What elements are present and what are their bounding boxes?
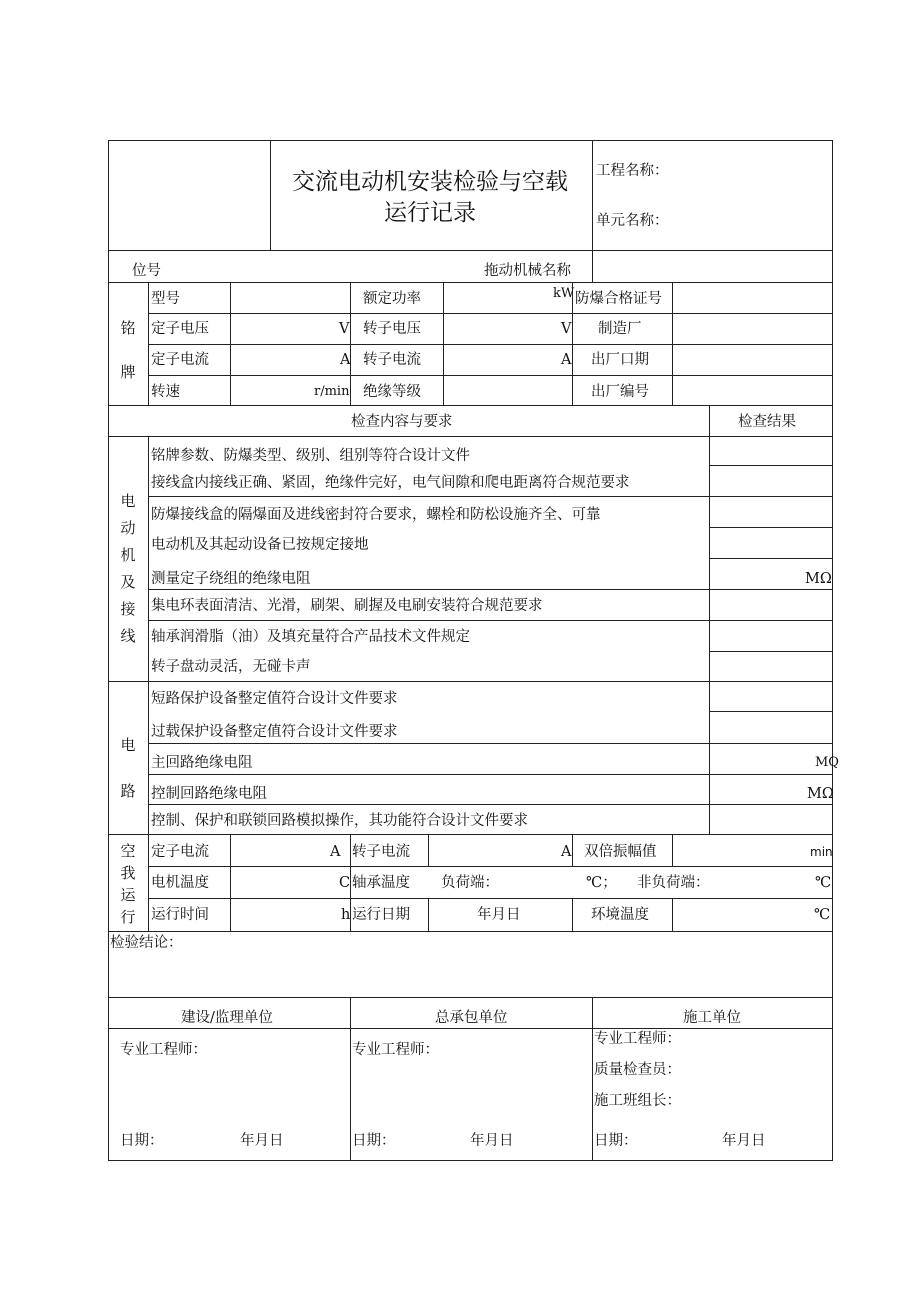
run-stator-current-label: 定子电流 — [151, 844, 209, 860]
border-left — [108, 140, 109, 1161]
border-top — [108, 140, 833, 141]
rotor-voltage-unit: V — [561, 321, 572, 337]
rotor-voltage-label: 转子电压 — [363, 321, 421, 337]
run-date-label: 运行日期 — [352, 907, 410, 923]
divider — [428, 898, 429, 932]
motor-item: 防爆接线盒的隔爆面及进线密封符合要求，螺栓和防松设施齐全、可靠 — [151, 507, 601, 523]
rated-power-unit: kW — [553, 286, 575, 301]
circuit-item: 过载保护设备整定值符合设计文件要求 — [151, 724, 398, 740]
divider — [572, 898, 573, 932]
divider — [709, 651, 833, 652]
load-end-label: 负荷端： — [441, 875, 499, 891]
check-content-header: 检查内容与要求 — [351, 414, 453, 430]
border-bottom — [108, 1160, 833, 1161]
divider — [672, 834, 673, 866]
run-date-value: 年月日 — [477, 907, 521, 923]
divider — [709, 527, 833, 528]
circuit-item: 短路保护设备整定值符合设计文件要求 — [151, 691, 398, 707]
bearing-temp-label: 轴承温度 — [352, 875, 410, 891]
ambient-temp-unit: ℃ — [814, 907, 831, 923]
driven-machine-label: 拖动机械名称 — [484, 263, 571, 279]
project-name-label: 工程名称： — [596, 163, 669, 179]
divider — [108, 282, 833, 283]
circuit-item: 控制、保护和联锁回路模拟操作，其功能符合设计文件要求 — [151, 813, 528, 829]
motor-item: 铭牌参数、防爆类型、级别、组别等符合设计文件 — [151, 448, 470, 464]
nonload-end-unit: ℃ — [815, 875, 832, 891]
quality-inspector-label: 质量检查员： — [594, 1062, 681, 1078]
insulation-resistance-unit: MΩ — [805, 571, 832, 587]
col2-date-label: 日期： — [352, 1133, 396, 1149]
noload-section-label: 空我运行 — [120, 842, 136, 926]
divider — [108, 834, 833, 835]
col1-date-value: 年月日 — [240, 1133, 284, 1149]
rotor-current-unit: A — [561, 352, 572, 368]
divider — [709, 711, 833, 712]
ambient-temp-label: 环境温度 — [591, 907, 649, 923]
run-time-label: 运行时间 — [151, 907, 209, 923]
divider — [592, 140, 593, 283]
manufacture-date-label: 出厂口期 — [591, 352, 649, 368]
divider — [428, 834, 429, 866]
circuit-item: 控制回路绝缘电阻 — [151, 786, 267, 802]
divider — [350, 997, 351, 1161]
divider — [148, 804, 833, 805]
motor-temp-unit: C — [339, 875, 351, 891]
insulation-class-label: 绝缘等级 — [363, 384, 421, 400]
conclusion-label: 检验结论： — [110, 935, 183, 951]
run-stator-current-unit: A — [330, 844, 341, 860]
motor-temp-label: 电机温度 — [151, 875, 209, 891]
divider — [148, 496, 833, 497]
nameplate-section-label: 铭牌 — [120, 319, 136, 381]
col3-date-label: 日期： — [594, 1133, 638, 1149]
main-circuit-unit: MQ — [815, 755, 839, 770]
run-rotor-current-label: 转子电流 — [352, 844, 410, 860]
divider — [148, 344, 833, 345]
model-label: 型号 — [151, 291, 180, 307]
speed-label: 转速 — [151, 384, 180, 400]
divider — [148, 375, 833, 376]
unit-name-label: 单元名称： — [596, 213, 669, 229]
col3-engineer-label: 专业工程师： — [594, 1031, 681, 1047]
stator-current-unit: A — [340, 352, 351, 368]
divider — [672, 898, 673, 932]
load-end-unit: ℃； — [586, 875, 617, 891]
divider — [592, 997, 593, 1161]
check-result-header: 检查结果 — [738, 414, 796, 430]
stator-voltage-unit: V — [339, 321, 350, 337]
divider — [148, 898, 833, 899]
run-rotor-current-unit: A — [561, 844, 572, 860]
divider — [572, 834, 573, 866]
divider — [108, 997, 833, 998]
manufacturer-label: 制造厂 — [598, 321, 642, 337]
page-title-line2: 运行记录 — [384, 200, 476, 226]
rotor-current-label: 转子电流 — [363, 352, 421, 368]
divider — [108, 1028, 833, 1029]
explosion-cert-label: 防爆合格证号 — [575, 291, 662, 307]
stator-current-label: 定子电流 — [151, 352, 209, 368]
stator-voltage-label: 定子电压 — [151, 321, 209, 337]
col1-engineer-label: 专业工程师： — [120, 1042, 207, 1058]
nonload-end-label: 非负荷端： — [637, 875, 710, 891]
divider — [148, 743, 833, 744]
motor-item: 电动机及其起动设备已按规定接地 — [151, 537, 369, 553]
divider — [709, 558, 833, 559]
divider — [148, 620, 833, 621]
run-time-unit: h — [341, 907, 351, 923]
divider — [108, 250, 833, 251]
divider — [148, 436, 149, 932]
col1-date-label: 日期： — [120, 1133, 164, 1149]
speed-unit: r/min — [314, 384, 350, 399]
col2-date-value: 年月日 — [470, 1133, 514, 1149]
double-amplitude-unit: min — [810, 845, 833, 859]
col2-title: 总承包单位 — [435, 1010, 508, 1026]
motor-section-label: 电动机及接线 — [120, 492, 136, 645]
circuit-section-label: 电路 — [120, 736, 136, 800]
team-leader-label: 施工班组长： — [594, 1093, 681, 1109]
divider — [709, 465, 833, 466]
divider — [108, 436, 833, 437]
motor-item: 集电环表面清洁、光滑，刷架、刷握及电刷安装符合规范要求 — [151, 598, 543, 614]
circuit-item: 主回路绝缘电阻 — [151, 755, 253, 771]
serial-no-label: 出厂编号 — [591, 384, 649, 400]
page-title-line1: 交流电动机安装检验与空载 — [292, 169, 568, 195]
divider — [148, 866, 833, 867]
divider — [148, 774, 833, 775]
double-amplitude-label: 双倍振幅值 — [584, 844, 657, 860]
motor-item: 转子盘动灵活，无碰卡声 — [151, 659, 311, 675]
position-label: 位号 — [132, 263, 161, 279]
motor-item: 轴承润滑脂（油）及填充量符合产品技术文件规定 — [151, 629, 470, 645]
col2-engineer-label: 专业工程师： — [352, 1042, 439, 1058]
divider — [108, 931, 833, 932]
col3-title: 施工单位 — [683, 1010, 741, 1026]
col3-date-value: 年月日 — [722, 1133, 766, 1149]
divider — [148, 313, 833, 314]
divider — [230, 834, 231, 932]
motor-item: 测量定子绕组的绝缘电阻 — [151, 571, 311, 587]
control-circuit-unit: MΩ — [807, 786, 834, 802]
divider — [148, 589, 833, 590]
divider — [108, 405, 833, 406]
col1-title: 建设/监理单位 — [181, 1010, 273, 1026]
divider — [108, 681, 833, 682]
motor-item: 接线盒内接线正确、紧固，绝缘件完好，电气间隙和爬电距离符合规范要求 — [151, 475, 630, 491]
rated-power-label: 额定功率 — [363, 291, 421, 307]
